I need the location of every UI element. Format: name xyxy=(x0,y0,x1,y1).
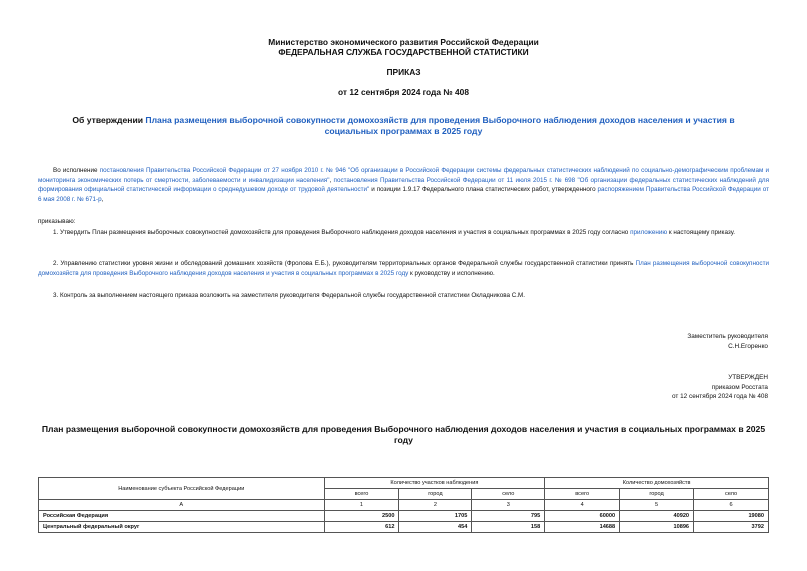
item-1-text-end: к настоящему приказу. xyxy=(667,229,735,236)
service-name: ФЕДЕРАЛЬНАЯ СЛУЖБА ГОСУДАРСТВЕННОЙ СТАТИСТИКИ xyxy=(278,47,529,57)
header-households-village: село xyxy=(694,489,769,500)
header-households: Количество домохозяйств xyxy=(545,478,769,489)
link-appendix[interactable]: приложению xyxy=(630,229,668,236)
signature-block xyxy=(687,332,768,351)
cell-value: 612 xyxy=(324,522,399,533)
item-1 xyxy=(38,228,769,238)
plan-title: План размещения выборочной совокупности домохозяйств для проведения Выборочного наблюдения доходов населения и участия в социальных программах в 2025 году xyxy=(41,424,766,445)
approval-block xyxy=(672,373,768,402)
item-2-text-end: к руководству и исполнению. xyxy=(408,269,495,277)
cell-value: 40920 xyxy=(620,511,694,522)
signature-name: С.Н.Егоренко xyxy=(728,342,768,350)
header-region: Наименование субъекта Российской Федерации xyxy=(39,478,325,500)
header-sites-total: всего xyxy=(324,489,399,500)
column-number: 5 xyxy=(620,500,694,511)
item-3: 3. Контроль за выполнением настоящего приказа возложить на заместителя руководителя Федеральной службы государственной статистики Окладникова С.М. xyxy=(53,292,526,299)
intro-text-4: , xyxy=(101,195,104,203)
approval-line-1: УТВЕРЖДЕН xyxy=(728,374,768,381)
table-row xyxy=(39,522,769,533)
cell-value: 14688 xyxy=(545,522,620,533)
item-2 xyxy=(38,259,769,278)
column-letter: А xyxy=(39,500,325,511)
intro-text-1: Во исполнение xyxy=(53,167,100,174)
column-number-row xyxy=(39,500,769,511)
header-sites-village: село xyxy=(472,489,545,500)
header-households-city: город xyxy=(620,489,694,500)
cell-value: 158 xyxy=(472,522,545,533)
item-1-text: 1. Утвердить План размещения выборочных совокупностей домохозяйств для проведения Выборочного наблюдения доходов населения и участия в социальных программах в 2025 году согласно xyxy=(53,229,631,236)
signature-position: Заместитель руководителя xyxy=(687,333,768,340)
document-date-number: от 12 сентября 2024 года № 408 xyxy=(337,87,469,97)
table-row xyxy=(39,511,769,522)
header-sites: Количество участков наблюдения xyxy=(324,478,545,489)
cell-value: 2500 xyxy=(324,511,399,522)
link-plan[interactable]: План размещения выборочной совокупности домохозяйств для проведения Выборочного наблюдения доходов населения и участия в социальных программах в 2025 году xyxy=(38,260,769,277)
header-households-total: всего xyxy=(545,489,620,500)
prikazyvayu-label: приказываю: xyxy=(38,218,76,225)
cell-value: 795 xyxy=(472,511,545,522)
column-number: 6 xyxy=(694,500,769,511)
link-order-671r[interactable]: распоряжением Правительства Российской Федерации от 6 мая 2008 г. № 671-р xyxy=(38,186,769,203)
column-number: 3 xyxy=(472,500,545,511)
document-subject xyxy=(45,115,762,137)
column-number: 1 xyxy=(324,500,399,511)
item-2-text: 2. Управлению статистики уровня жизни и обследований домашних хозяйств (Фролова Е.Б.), руководителям территориальных органов Федеральной службы государственной статистики принять xyxy=(53,260,636,267)
approval-line-2: приказом Росстата xyxy=(711,383,768,391)
link-resolution-698[interactable]: постановления Правительства Российской Федерации от 11 июля 2015 г. № 698 "Об организации федеральных статистических наблюдений для формирования официальной статистической информации о среднедушевом доходе от трудовой деятельности" xyxy=(38,176,770,194)
intro-text-2: , xyxy=(329,176,334,184)
subject-prefix: Об утверждении xyxy=(72,115,146,125)
column-number: 4 xyxy=(545,500,620,511)
plan-table xyxy=(38,477,769,533)
row-region-name: Российская Федерация xyxy=(39,511,325,522)
cell-value: 19080 xyxy=(694,511,769,522)
cell-value: 10896 xyxy=(620,522,694,533)
row-region-name: Центральный федеральный округ xyxy=(39,522,325,533)
header-sites-city: город xyxy=(399,489,472,500)
column-number: 2 xyxy=(399,500,472,511)
cell-value: 60000 xyxy=(545,511,620,522)
cell-value: 1705 xyxy=(399,511,472,522)
ministry-name: Министерство экономического развития Российской Федерации xyxy=(268,37,539,47)
cell-value: 454 xyxy=(399,522,472,533)
link-resolution-946[interactable]: постановления Правительства Российской Федерации от 27 ноября 2010 г. № 946 "Об организации в Российской Федерации системы федеральных статистических наблюдений по социально-демографическим проблемам и мониторинга экономических потерь от смертности, заболеваемости и инвалидизации населения" xyxy=(38,167,769,184)
intro-text-3: и позиции 1.9.17 Федерального плана статистических работ, утвержденного xyxy=(369,186,598,194)
cell-value: 3792 xyxy=(694,522,769,533)
approval-line-3: от 12 сентября 2024 года № 408 xyxy=(672,393,768,401)
subject-link[interactable]: Плана размещения выборочной совокупности домохозяйств для проведения Выборочного наблюдения доходов населения и участия в социальных программах в 2025 году xyxy=(145,115,735,136)
intro-paragraph xyxy=(38,166,769,204)
document-type: ПРИКАЗ xyxy=(386,67,421,77)
